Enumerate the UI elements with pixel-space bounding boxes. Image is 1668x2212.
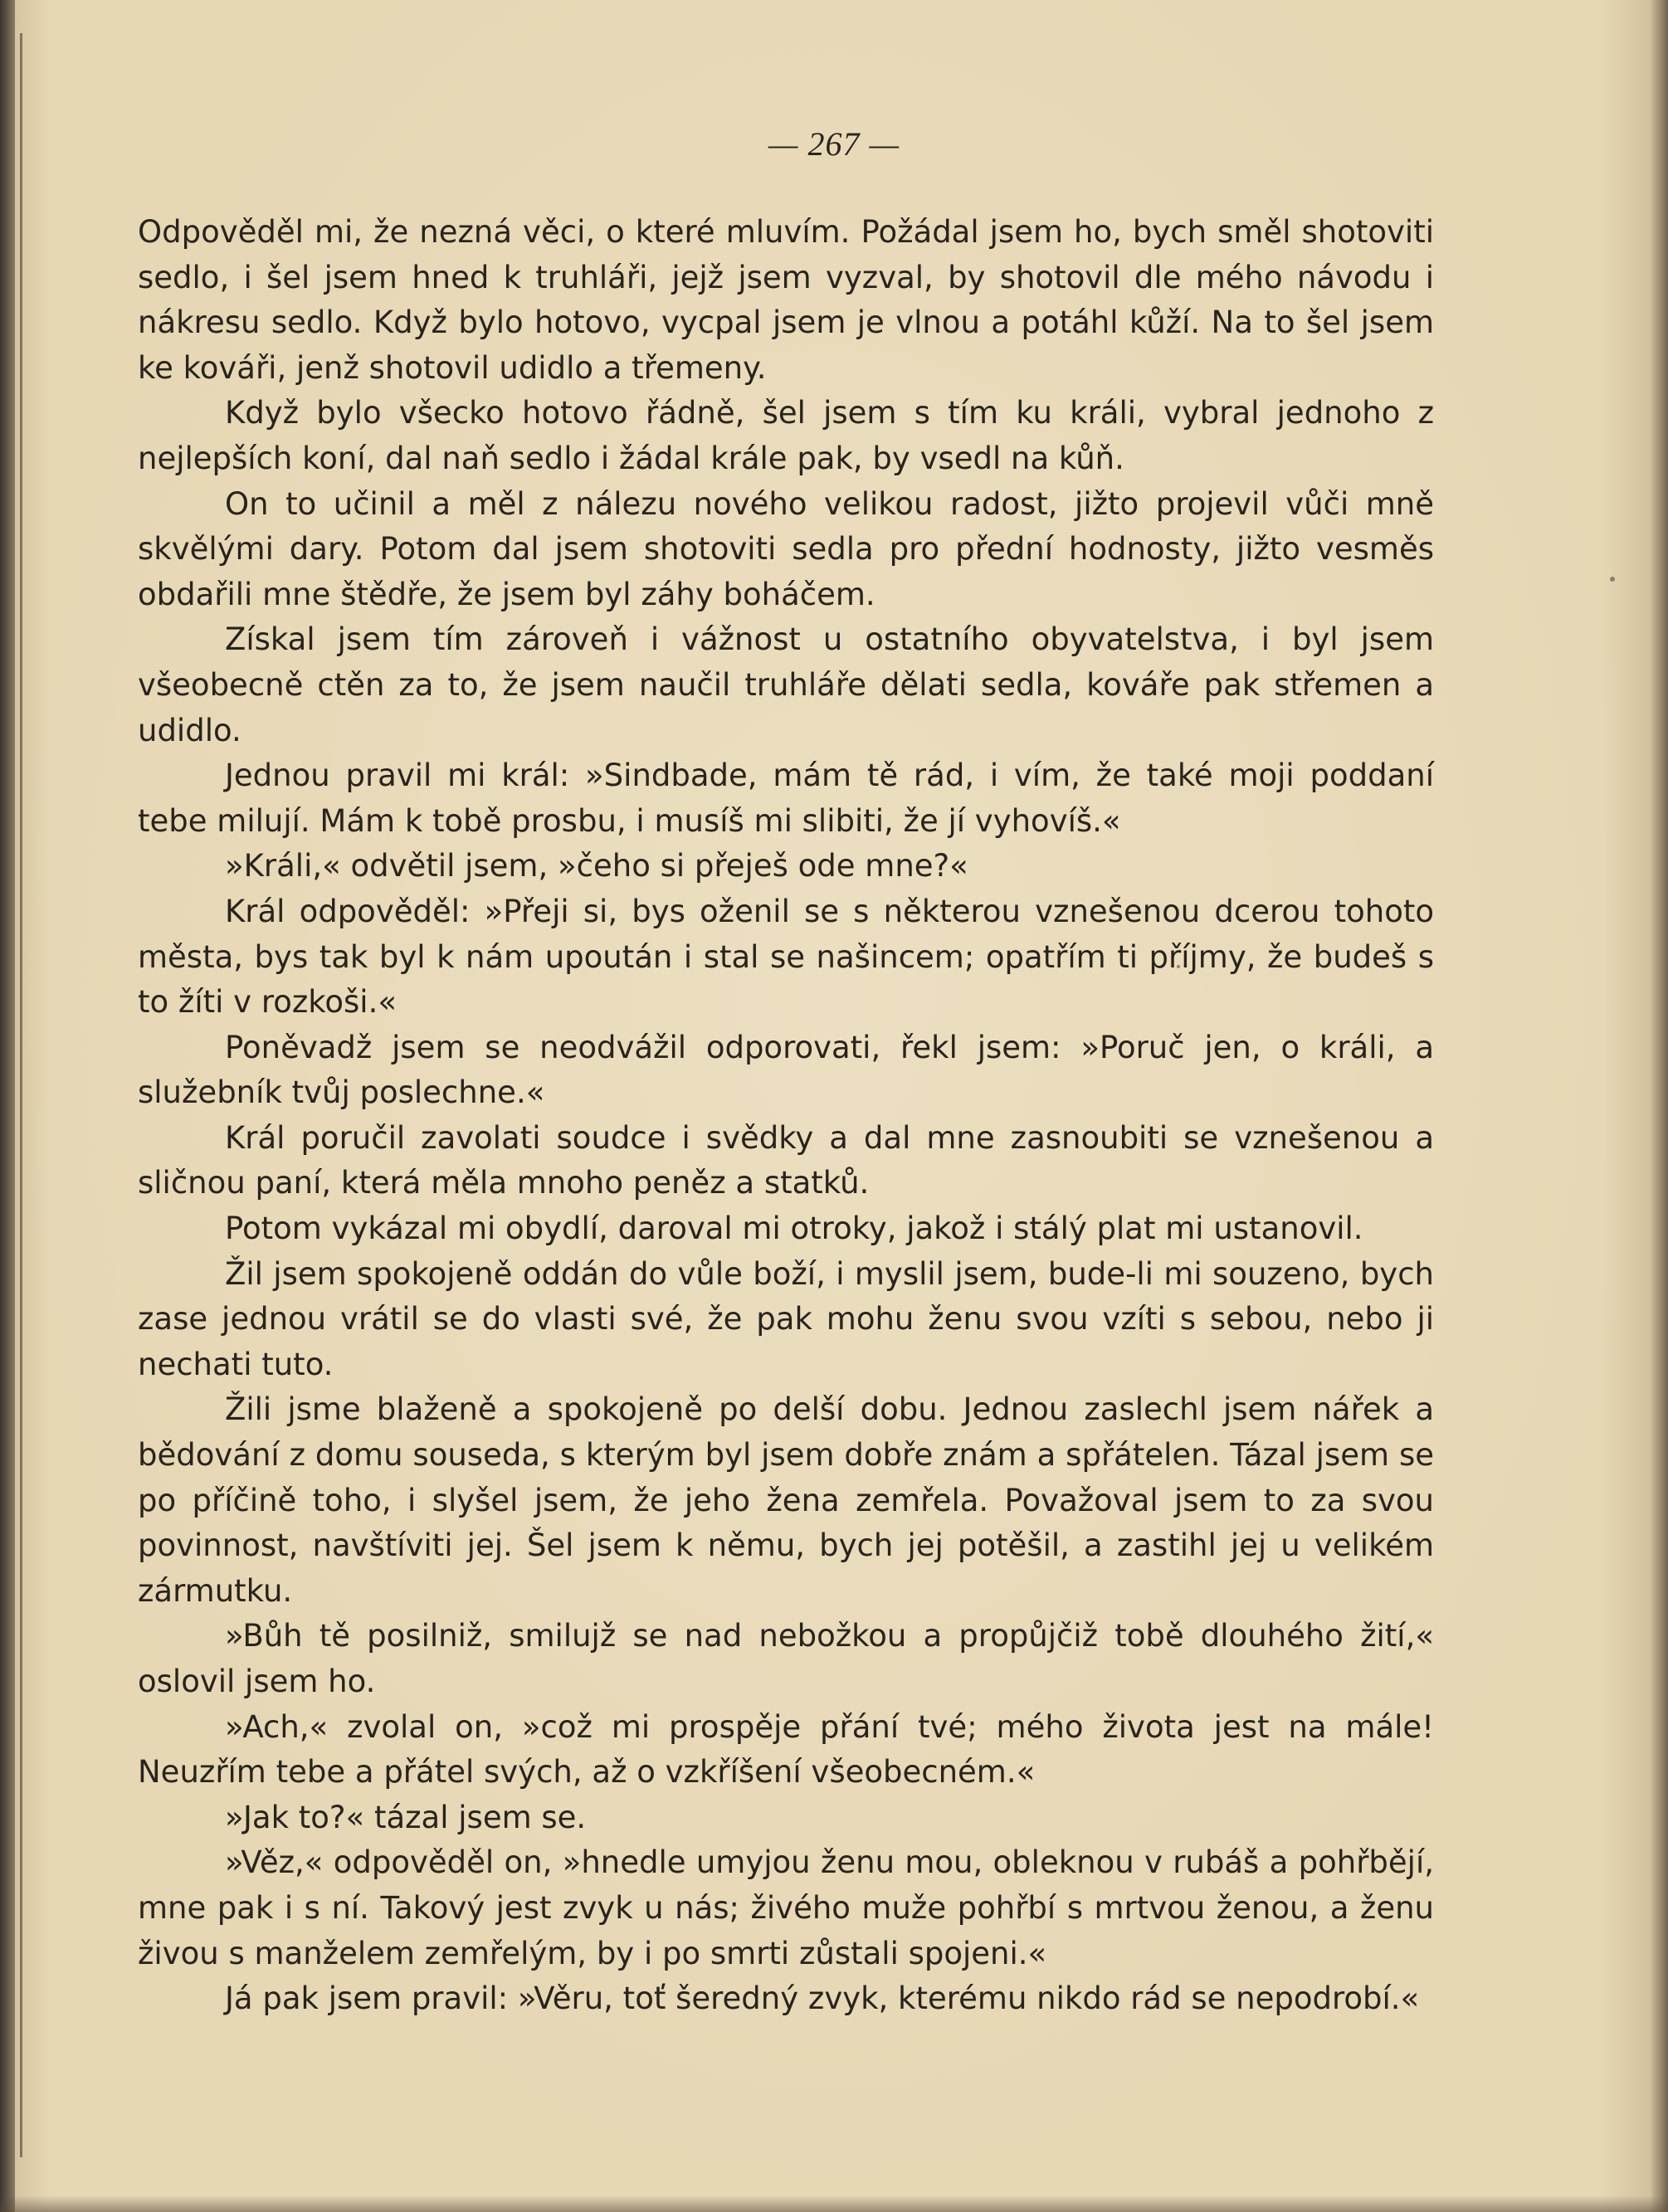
paragraph: Když bylo všecko hotovo řádně, šel jsem s tím ku králi, vybral jednoho z nejlepších koní, dal naň sedlo i žádal krále pak, by vsedl na kůň. [138, 395, 1434, 476]
paragraph: »Jak to?« tázal jsem se. [225, 1799, 587, 1835]
paragraph: »Králi,« odvětil jsem, »čeho si přeješ ode mne?« [225, 848, 968, 884]
paragraph: Potom vykázal mi obydlí, daroval mi otroky, jakož i stálý plat mi ustanovil. [225, 1211, 1363, 1247]
paragraph: Já pak jsem pravil: »Věru, toť šeredný zvyk, kterému nikdo rád se nepodrobí.« [225, 1981, 1420, 2017]
paragraph: Král odpověděl: »Přeji si, bys oženil se s některou vznešenou dcerou tohoto města, bys tak byl k nám upoután i stal se našincem; opatřím ti příjmy, že budeš s to žíti v rozkoši.« [138, 893, 1434, 1021]
page-edge-right [1650, 0, 1668, 2212]
paragraph: »Věz,« odpověděl on, »hnedle umyjou ženu mou, obleknou v rubáš a pohřbějí, mne pak i s ní. Takový jest zvyk u nás; živého muže pohřbí s mrtvou ženou, a ženu živou s manželem zemřelým, by i po smrti zůstali spojeni.« [138, 1844, 1434, 1971]
paragraph: »Bůh tě posilniž, smilujž se nad nebožkou a propůjčiž tobě dlouhého žití,« oslovil jsem ho. [138, 1618, 1434, 1699]
paragraph: On to učinil a měl z nálezu nového velikou radost, jižto projevil vůči mně skvělými dary. Potom dal jsem shotoviti sedla pro přední hodnosty, jižto vesměs obdařili mne štědře, že jsem byl záhy boháčem. [138, 485, 1434, 612]
page-edge-bottom [0, 2195, 1668, 2212]
paragraph: Poněvadž jsem se neodvážil odporovati, řekl jsem: »Poruč jen, o králi, a služebník tvůj poslechne.« [138, 1029, 1434, 1111]
book-spine-shadow [0, 0, 15, 2212]
paragraph: Žili jsme blaženě a spokojeně po delší dobu. Jednou zaslechl jsem nářek a bědování z domu souseda, s kterým byl jsem dobře znám a spřátelen. Tázal jsem se po příčině toho, i slyšel jsem, že jeho žena zemřela. Považoval jsem to za svou povinnost, navštíviti jej. Šel jsem k němu, bych jej potěšil, a zastihl jej u velikém zármutku. [138, 1391, 1434, 1609]
paragraph: Odpověděl mi, že nezná věci, o které mluvím. Požádal jsem ho, bych směl shotoviti sedlo, i šel jsem hned k truhláři, jejž jsem vyzval, by shotovil dle mého návodu i nákresu sedlo. Když bylo hotovo, vycpal jsem je vlnou a potáhl kůží. Na to šel jsem ke kováři, jenž shotovil udidlo a třemeny. [138, 214, 1434, 386]
paragraph: Král poručil zavolati soudce i svědky a dal mne zasnoubiti se vznešenou a sličnou paní, která měla mnoho peněz a statků. [138, 1119, 1434, 1201]
binding-line [20, 33, 22, 2157]
body-text [138, 210, 1434, 2022]
paragraph: Jednou pravil mi král: »Sindbade, mám tě rád, i vím, že také moji poddaní tebe milují. Mám k tobě prosbu, i musíš mi slibiti, že jí vyhovíš.« [138, 758, 1434, 839]
paragraph: Získal jsem tím zároveň i vážnost u ostatního obyvatelstva, i byl jsem všeobecně ctěn za to, že jsem naučil truhláře dělati sedla, kováře pak střemen a udidlo. [138, 621, 1434, 748]
paragraph: Žil jsem spokojeně oddán do vůle boží, i myslil jsem, bude-li mi souzeno, bych zase jednou vrátil se do vlasti své, že pak mohu ženu svou vzíti s sebou, nebo ji nechati tuto. [138, 1255, 1434, 1382]
paper-speck [1610, 577, 1615, 582]
paragraph: »Ach,« zvolal on, »což mi prospěje přání tvé; mého života jest na mále! Neuzřím tebe a přátel svých, až o vzkříšení všeobecném.« [138, 1708, 1434, 1791]
page-number: — 267 — [768, 125, 900, 163]
